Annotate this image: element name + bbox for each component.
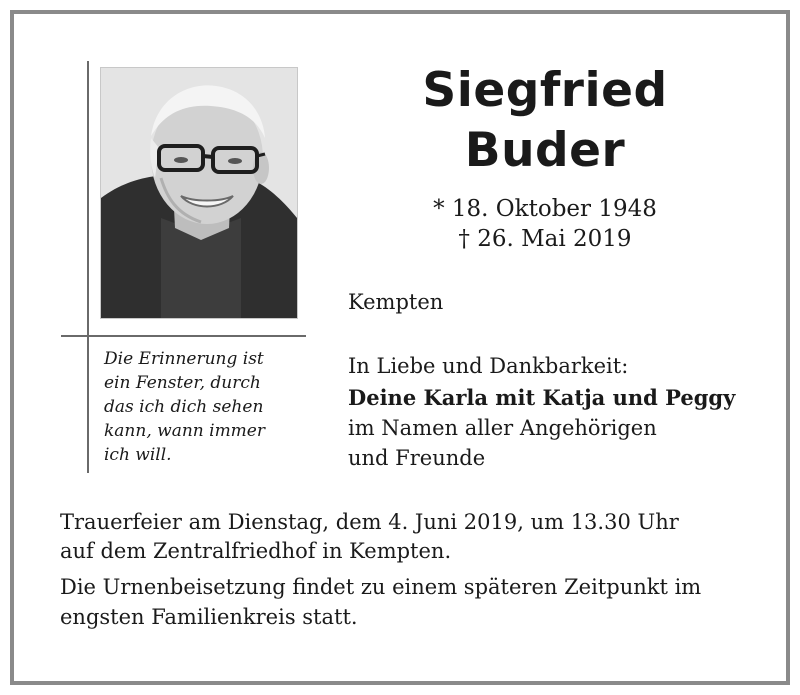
quote-line: das ich dich sehen bbox=[104, 397, 264, 417]
relatives-line-1: im Namen aller Angehörigen bbox=[348, 416, 657, 440]
quote-line: kann, wann immer bbox=[104, 421, 265, 441]
urn-line-1: Die Urnenbeisetzung findet zu einem späteren Zeitpunkt im bbox=[60, 575, 702, 599]
quote-line: ich will. bbox=[104, 445, 172, 465]
thanks-intro: In Liebe und Dankbarkeit: bbox=[348, 354, 629, 378]
first-name: Siegfried bbox=[422, 63, 668, 118]
service-line-2: auf dem Zentralfriedhof in Kempten. bbox=[60, 539, 452, 563]
quote-line: ein Fenster, durch bbox=[104, 373, 261, 393]
town: Kempten bbox=[348, 290, 444, 314]
horizontal-rule bbox=[61, 335, 306, 337]
birth-date: * 18. Oktober 1948 bbox=[433, 196, 657, 222]
service-line-1: Trauerfeier am Dienstag, dem 4. Juni 2019, um 13.30 Uhr bbox=[60, 510, 679, 534]
mourners: Deine Karla mit Katja und Peggy bbox=[348, 385, 736, 410]
relatives-line-2: und Freunde bbox=[348, 446, 486, 470]
quote-line: Die Erinnerung ist bbox=[104, 349, 264, 369]
last-name: Buder bbox=[464, 123, 626, 178]
portrait-photo bbox=[101, 68, 297, 318]
vertical-rule bbox=[87, 61, 89, 473]
urn-line-2: engsten Familienkreis statt. bbox=[60, 605, 358, 629]
memorial-quote bbox=[104, 347, 265, 467]
death-date: † 26. Mai 2019 bbox=[458, 226, 632, 252]
